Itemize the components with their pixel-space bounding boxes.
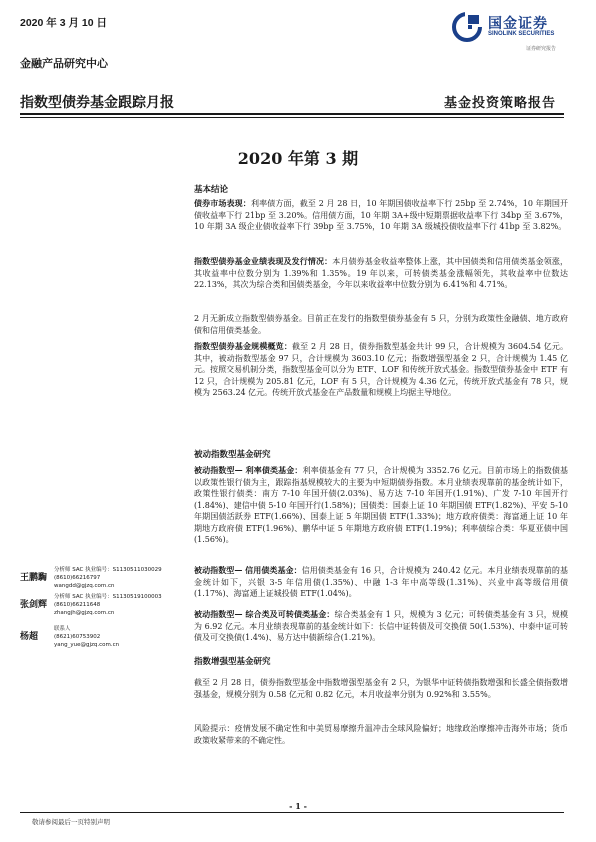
analyst-title: 分析师 SAC 执业编号：S1130519100003 xyxy=(54,594,162,600)
analyst-contact xyxy=(54,566,162,590)
analyst-title: 联系人 xyxy=(54,626,71,632)
analyst-email[interactable]: yang_yue@gjzq.com.cn xyxy=(54,642,120,648)
footer-rule xyxy=(20,812,564,813)
page-number: - 1 - xyxy=(289,801,307,811)
analyst-contact xyxy=(54,593,162,617)
logo-name-en: SINOLINK SECURITIES xyxy=(488,31,555,37)
rate-bond-paragraph xyxy=(194,465,568,546)
credit-bond-paragraph xyxy=(194,565,568,600)
disclaimer-note: 敬请参阅最后一页特别声明 xyxy=(32,818,110,826)
performance-text: 本月债券基金收益率整体上涨，其中国债类和信用债类基金领涨，其收益率中位数分别为 1.39%和 1.35%。19 年以来，可转债类基金涨幅领先，其收益率中位数达 22.13%，其次为综合类和国债类基金，今年以来收益率中位数分别为 6.41%和 4.71%。 xyxy=(194,257,568,289)
bond-market-label: 债券市场表现： xyxy=(194,198,251,208)
enhanced-paragraph: 截至 2 月 28 日，债券指数型基金中指数增强型基金有 2 只，为银华中证转债指数增强和长盛全债指数增强基金，规模分别为 0.58 亿元和 0.82 亿元，本月收益率分别为 0.92%和 3.55%。 xyxy=(194,678,568,699)
company-logo xyxy=(452,12,582,56)
scale-text: 截至 2 月 28 日，债券指数型基金共计 99 只，合计规模为 3604.54 亿元。其中，被动指数型基金 97 只，合计规模为 3603.10 亿元；指数增强型基金 2 只，合计规模为 1.45 亿元。按照交易机制分类，指数型基金可以分为 ETF、LOF 和传统开放式基金。指数型债券基金中 ETF 有 12 只，合计规模为 205.81 亿元，LOF 有 5 只，合计规模为 4.36 亿元，传统开放式基金有 78 只，规模为 2563.24 亿元。传统开放式基金在产品数量和规模上均据主导地位。 xyxy=(194,342,569,397)
bond-market-text: 利率债方面，截至 2 月 28 日，10 年期国债收益率下行 25bp 至 2.74%，10 年期国开债收益率下行 21bp 至 3.20%。信用债方面，10 年期 3A+级中短期票据收益率下行 34bp 至 3.67%，10 年期 3A 级企业债收益率下行 39bp 至 3.75%，10 年期 3A 级城投债收益率下行 41bp 至 3.82%。 xyxy=(194,199,569,231)
performance-label: 指数型债券基金业绩表现及发行情况： xyxy=(194,256,333,266)
report-title: 指数型债券基金跟踪月报 xyxy=(20,95,174,111)
scale-paragraph xyxy=(194,341,568,399)
header-rule-thin xyxy=(20,117,564,118)
analyst-name: 张剑辉 xyxy=(20,600,48,610)
analyst-name: 杨超 xyxy=(20,632,39,642)
basic-conclusion-heading: 基本结论 xyxy=(194,185,229,195)
passive-heading: 被动指数型基金研究 xyxy=(194,450,271,460)
analyst-name: 王鹏騊 xyxy=(20,573,48,583)
enhanced-heading: 指数增强型基金研究 xyxy=(194,657,271,667)
issue-number: 2020 年第 3 期 xyxy=(237,149,359,168)
rate-bond-text: 利率债基金有 77 只，合计规模为 3352.76 亿元。目前市场上的指数债基以政策性银行债为主，跟踪指基规模较大的主要为中短期债券指数。本月业绩表现靠前的基金统计如下，政策性银行债类：南方 7-10 年国开债(2.03%)、易方达 7-10 年国开(1.91%)、广发 7-10 年国开行(1.84%)、建信中债 5-10 年国开行(1.58%)；国债类：国泰上证 10 年期国债 ETF(1.82%)、平安 5-10 年期国债活跃券 ETF(1.66%)、国泰上证 5 年期国债 ETF(1.33%)；地方政府债类：海富通上证 10 年期地方政府债 ETF(1.96%)、鹏华中证 5 年期地方政府债 ETF(1.19%)；利率债综合类：华夏亚债中国(1.56%)。 xyxy=(194,466,568,544)
analyst-contact xyxy=(54,625,119,649)
report-date: 2020 年 3 月 10 日 xyxy=(20,17,107,29)
logo-name-cn: 国金证券 xyxy=(488,16,548,32)
analyst-phone: (8610)66216797 xyxy=(54,575,101,581)
credit-bond-label: 被动指数型— 信用债类基金： xyxy=(194,565,302,575)
sinolink-logo-icon xyxy=(452,12,482,42)
performance-paragraph xyxy=(194,256,568,291)
rate-bond-label: 被动指数型— 利率债类基金： xyxy=(194,465,303,475)
bond-market-paragraph xyxy=(194,198,568,233)
credit-bond-text: 信用债类基金有 16 只，合计规模为 240.42 亿元。本月业绩表现靠前的基金统计如下，兴银 3-5 年信用债(1.35%)、中融 1-3 年中高等级(1.31%)、兴业中高等级信用债(1.17%)、海富通上证城投债 ETF(1.04%)。 xyxy=(194,566,568,598)
research-center: 金融产品研究中心 xyxy=(20,57,108,70)
scale-label: 指数型债券基金规模概览： xyxy=(194,341,292,351)
convertible-paragraph xyxy=(194,609,568,644)
convertible-text: 综合类基金有 1 只，规模为 3 亿元；可转债类基金有 3 只，规模为 6.92 亿元。本月业绩表现靠前的基金统计如下：长信中证转债及可交换债 50(1.53%)、中泰中证可转债及可交换债(1.4%)、易方达中债新综合(1.21%)。 xyxy=(194,610,568,642)
analyst-email[interactable]: wangdd@gjzq.com.cn xyxy=(54,583,115,589)
report-type: 基金投资策略报告 xyxy=(443,96,556,111)
risk-warning: 风险提示：疫情发展不确定性和中美贸易摩擦升温冲击全球风险偏好；地缘政治摩擦冲击海外市场；货币政策收紧带来的不确定性。 xyxy=(194,724,568,745)
logo-subtitle: 证券研究报告 xyxy=(526,46,557,52)
analyst-email[interactable]: zhangjh@gjzq.com.cn xyxy=(54,610,115,616)
header-rule xyxy=(20,113,564,115)
new-funds-paragraph: 2 月无新成立指数型债券基金。目前正在发行的指数型债券基金有 5 只，分别为政策性金融债、地方政府债和信用债类基金。 xyxy=(194,314,568,335)
analyst-phone: (8621)60753902 xyxy=(54,634,101,640)
convertible-label: 被动指数型— 综合类及可转债类基金： xyxy=(194,609,335,619)
analyst-title: 分析师 SAC 执业编号：S1130511030029 xyxy=(54,567,162,573)
analyst-phone: (8610)66211648 xyxy=(54,602,101,608)
